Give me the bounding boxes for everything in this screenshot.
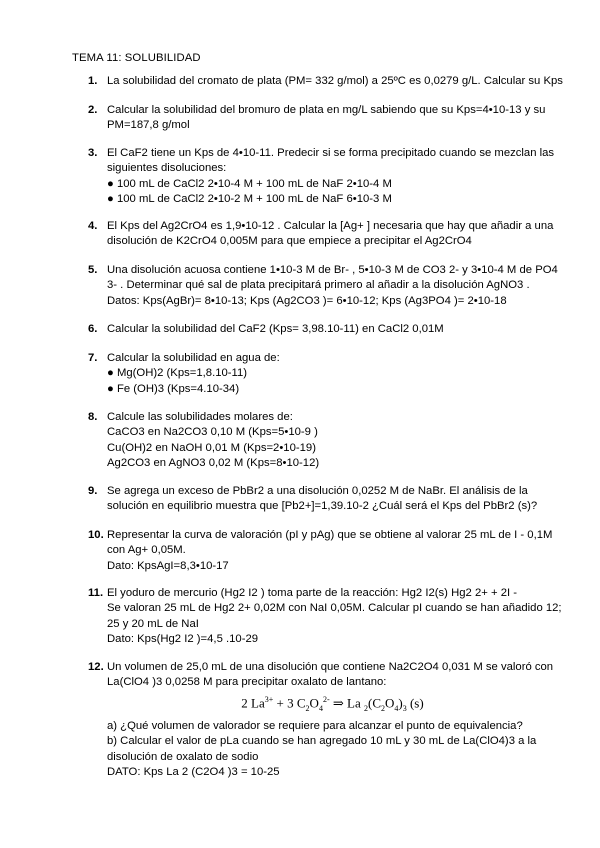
question-text: b) Calcular el valor de pLa cuando se han agregado 10 mL y 30 mL de La(ClO4)3 a la [107,735,537,748]
question-text: Cu(OH)2 en NaOH 0,01 M (Kps=2•10-19) [107,441,316,454]
bullet-item: ● 100 mL de CaCl2 2•10-4 M + 100 mL de NaF 2•10-4 M [107,177,392,190]
question-9 [88,484,558,515]
question-text: con Ag+ 0,05M. [107,544,186,557]
question-number: 4. [88,220,98,232]
question-text: 25 y 20 mL de NaI [107,617,199,630]
question-number: 11. [88,587,104,599]
question-3 [88,146,558,208]
question-11 [88,586,562,648]
reaction-equation: 2 $La^{3+} + 3$ $C_2O_4^{2-}$ ⇒ La $_2(C_2O_4)_3$ (s) [241,694,424,713]
question-text: La solubilidad del cromato de plata (PM= 332 g/mol) a 25ºC es 0,0279 g/L. Calcular su Kps [107,75,563,87]
page-title: TEMA 11: SOLUBILIDAD [72,52,201,64]
question-text: 3- . Determinar qué sal de plata precipitará primero al añadir a la disolución AgNO3 . [107,279,530,292]
question-2 [88,103,558,134]
question-text: CaCO3 en Na2CO3 0,10 M (Kps=5•10-9 ) [107,426,318,439]
question-number: 3. [88,147,98,159]
question-text: PM=187,8 g/mol [107,119,190,132]
question-text: El yoduro de mercurio (Hg2 I2 ) toma parte de la reacción: Hg2 I2(s) Hg2 2+ + 2I - [107,587,518,599]
question-12 [88,660,558,780]
question-text: disolución de oxalato de sodio [107,750,259,763]
arrow-icon: ⇒ [329,695,348,711]
question-text: a) ¿Qué volumen de valorador se requiere para alcanzar el punto de equivalencia? [107,719,523,732]
question-7 [88,351,558,397]
question-number: 1. [88,75,98,87]
question-number: 6. [88,323,98,335]
question-text: Se agrega un exceso de PbBr2 a una disolución 0,0252 M de NaBr. El análisis de la [107,485,528,497]
question-1 [88,74,563,89]
question-text: disolución de K2CrO4 0,005M para que empiece a precipitar el Ag2CrO4 [107,235,472,248]
question-text: Un volumen de 25,0 mL de una disolución que contiene Na2C2O4 0,031 M se valoró con [107,661,554,673]
question-10 [88,528,558,574]
bullet-item: ● Mg(OH)2 (Kps=1,8.10-11) [107,367,248,380]
question-text: siguientes disoluciones: [107,162,227,175]
question-text: Calcular la solubilidad del CaF2 (Kps= 3,98.10-11) en CaCl2 0,01M [107,323,444,335]
question-text: Dato: Kps(Hg2 I2 )=4,5 .10-29 [107,633,259,646]
question-8 [88,410,558,472]
question-text: Datos: Kps(AgBr)= 8•10-13; Kps (Ag2CO3 )= 6•10-12; Kps (Ag3PO4 )= 2•10-18 [107,294,507,307]
question-text: DATO: Kps La 2 (C2O4 )3 = 10-25 [107,765,280,778]
question-number: 8. [88,411,98,423]
question-text: Calcular la solubilidad en agua de: [107,352,280,364]
question-text: Se valoran 25 mL de Hg2 2+ 0,02M con NaI 0,05M. Calcular pI cuando se han añadido 12; [107,602,562,615]
question-number: 5. [88,264,98,276]
question-text: Representar la curva de valoración (pI y pAg) que se obtiene al valorar 25 mL de I - 0,1M [107,529,553,541]
question-4 [88,219,558,250]
question-text: El CaF2 tiene un Kps de 4•10-11. Predecir si se forma precipitado cuando se mezclan las [107,147,555,159]
question-number: 12. [88,661,104,673]
question-number: 9. [88,485,98,497]
question-number: 10. [88,529,104,541]
question-text: Una disolución acuosa contiene 1•10-3 M de Br- , 5•10-3 M de CO3 2- y 3•10-4 M de PO4 [107,264,558,276]
question-number: 7. [88,352,98,364]
bullet-item: ● 100 mL de CaCl2 2•10-2 M + 100 mL de NaF 6•10-3 M [107,193,392,206]
question-text: La(ClO4 )3 0,0258 M para precipitar oxalato de lantano: [107,676,387,689]
question-5 [88,263,558,309]
question-6 [88,322,558,337]
question-text: solución en equilibrio muestra que [Pb2+]=1,39.10-2 ¿Cuál será el Kps del PbBr2 (s)? [107,500,538,513]
question-number: 2. [88,104,98,116]
question-text: Calcule las solubilidades molares de: [107,411,293,423]
question-text: El Kps del Ag2CrO4 es 1,9•10-12 . Calcular la [Ag+ ] necesaria que hay que añadir a una [107,220,554,232]
bullet-item: ● Fe (OH)3 (Kps=4.10-34) [107,382,240,395]
question-text: Dato: KpsAgI=8,3•10-17 [107,559,229,572]
question-text: Ag2CO3 en AgNO3 0,02 M (Kps=8•10-12) [107,457,320,470]
question-text: Calcular la solubilidad del bromuro de plata en mg/L sabiendo que su Kps=4•10-13 y su [107,104,546,116]
